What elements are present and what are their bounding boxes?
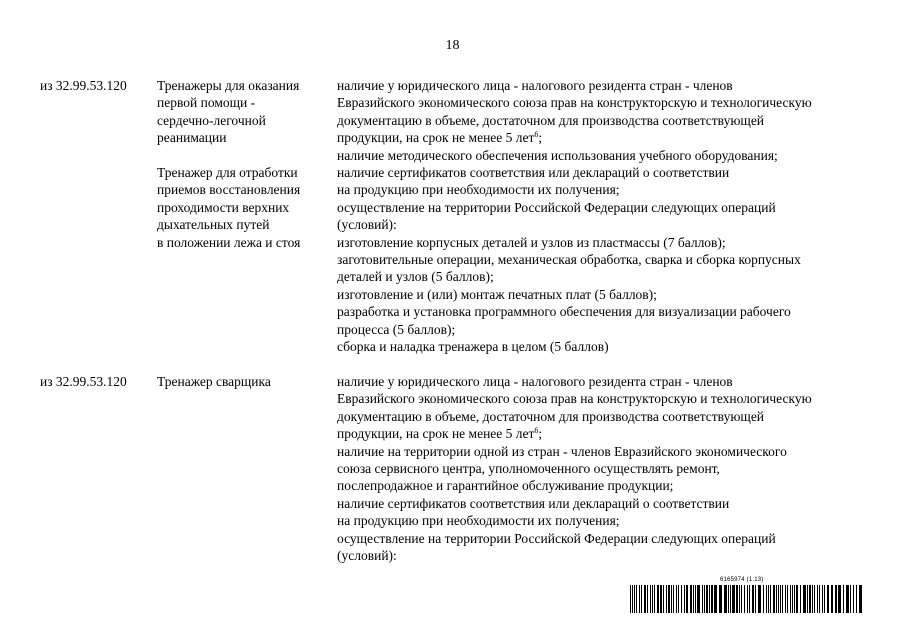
condition-text: на продукцию при необходимости их получения;	[337, 182, 620, 198]
condition-text: наличие у юридического лица - налогового резидента стран - членов	[337, 374, 733, 389]
condition-text: изготовление корпусных деталей и узлов из пластмассы (7 баллов);	[337, 234, 726, 250]
product-name-line: Тренажер для отработки	[157, 165, 298, 181]
condition-text: документацию в объеме, достаточном для производства соответствующей	[337, 408, 765, 424]
condition-line	[337, 181, 877, 198]
condition-text: послепродажное и гарантийное обслуживание продукции;	[337, 478, 674, 494]
condition-text: деталей и узлов (5 баллов);	[337, 269, 494, 285]
barcode-caption: 6165974 (1.13)	[720, 577, 764, 583]
product-name-line: дыхательных путей	[157, 217, 270, 233]
barcode-image	[630, 585, 865, 613]
condition-line	[337, 251, 877, 268]
condition-line	[337, 443, 877, 460]
condition-line	[337, 425, 877, 442]
product-name-line: в положении лежа и стоя	[157, 234, 301, 250]
conditions-list	[337, 77, 877, 356]
condition-text: на продукцию при необходимости их получения;	[337, 513, 620, 529]
condition-text: Евразийского экономического союза прав на конструкторскую и технологическую	[337, 391, 812, 407]
condition-line	[337, 94, 877, 111]
product-code: из 32.99.53.120	[40, 374, 127, 389]
condition-text: наличие у юридического лица - налогового резидента стран - членов	[337, 78, 733, 93]
condition-line	[337, 408, 877, 425]
condition-line	[337, 460, 877, 477]
condition-line	[337, 147, 877, 164]
condition-text: наличие сертификатов соответствия или деклараций о соответствии	[337, 165, 730, 181]
product-name	[157, 77, 335, 251]
condition-line	[337, 303, 877, 320]
condition-punct: ;	[538, 426, 543, 442]
product-name-line: Тренажеры для оказания	[157, 78, 300, 93]
condition-line	[337, 338, 877, 355]
condition-text: наличие на территории одной из стран - членов Евразийского экономического	[337, 443, 787, 459]
condition-text: продукции, на срок не менее 5 лет	[337, 426, 535, 442]
footnote-ref: 6	[534, 130, 539, 140]
page-number: 18	[445, 38, 460, 53]
condition-text: документацию в объеме, достаточном для производства соответствующей	[337, 112, 765, 128]
condition-text: процесса (5 баллов);	[337, 321, 456, 337]
condition-line	[337, 530, 877, 547]
condition-text: разработка и установка программного обеспечения для визуализации рабочего	[337, 304, 791, 320]
condition-line	[337, 268, 877, 285]
condition-line	[337, 112, 877, 129]
condition-line	[337, 512, 877, 529]
product-name-line: первой помощи -	[157, 95, 256, 111]
condition-text: осуществление на территории Российской Федерации следующих операций	[337, 530, 776, 546]
condition-line	[337, 495, 877, 512]
product-code: из 32.99.53.120	[40, 78, 127, 93]
condition-line	[337, 77, 877, 94]
product-name	[157, 373, 335, 390]
condition-text: сборка и наладка тренажера в целом (5 баллов)	[337, 339, 609, 355]
conditions-list	[337, 373, 877, 564]
condition-text: Евразийского экономического союза прав на конструкторскую и технологическую	[337, 95, 812, 111]
condition-text: союза сервисного центра, уполномоченного осуществлять ремонт,	[337, 461, 720, 477]
condition-text: (условий):	[337, 548, 397, 564]
product-name-line: Тренажер сварщика	[157, 374, 271, 389]
condition-text: продукции, на срок не менее 5 лет	[337, 130, 535, 146]
condition-punct: ;	[538, 130, 543, 146]
condition-line	[337, 234, 877, 251]
condition-line	[337, 373, 877, 390]
condition-text: изготовление и (или) монтаж печатных плат (5 баллов);	[337, 286, 657, 302]
product-name-line: реанимации	[157, 130, 227, 146]
product-name-line: сердечно-легочной	[157, 112, 266, 128]
condition-line	[337, 216, 877, 233]
condition-line	[337, 321, 877, 338]
condition-line	[337, 547, 877, 564]
footnote-ref: 6	[534, 426, 539, 436]
condition-line	[337, 286, 877, 303]
condition-text: осуществление на территории Российской Федерации следующих операций	[337, 199, 776, 215]
condition-line	[337, 390, 877, 407]
condition-line	[337, 199, 877, 216]
condition-line	[337, 477, 877, 494]
condition-text: заготовительные операции, механическая обработка, сварка и сборка корпусных	[337, 252, 801, 268]
condition-line	[337, 129, 877, 146]
name-block-gap	[157, 147, 335, 164]
condition-text: (условий):	[337, 217, 397, 233]
product-name-line: приемов восстановления	[157, 182, 301, 198]
condition-text: наличие методического обеспечения использования учебного оборудования;	[337, 147, 778, 163]
product-name-line: проходимости верхних	[157, 199, 290, 215]
condition-line	[337, 164, 877, 181]
condition-text: наличие сертификатов соответствия или деклараций о соответствии	[337, 495, 730, 511]
